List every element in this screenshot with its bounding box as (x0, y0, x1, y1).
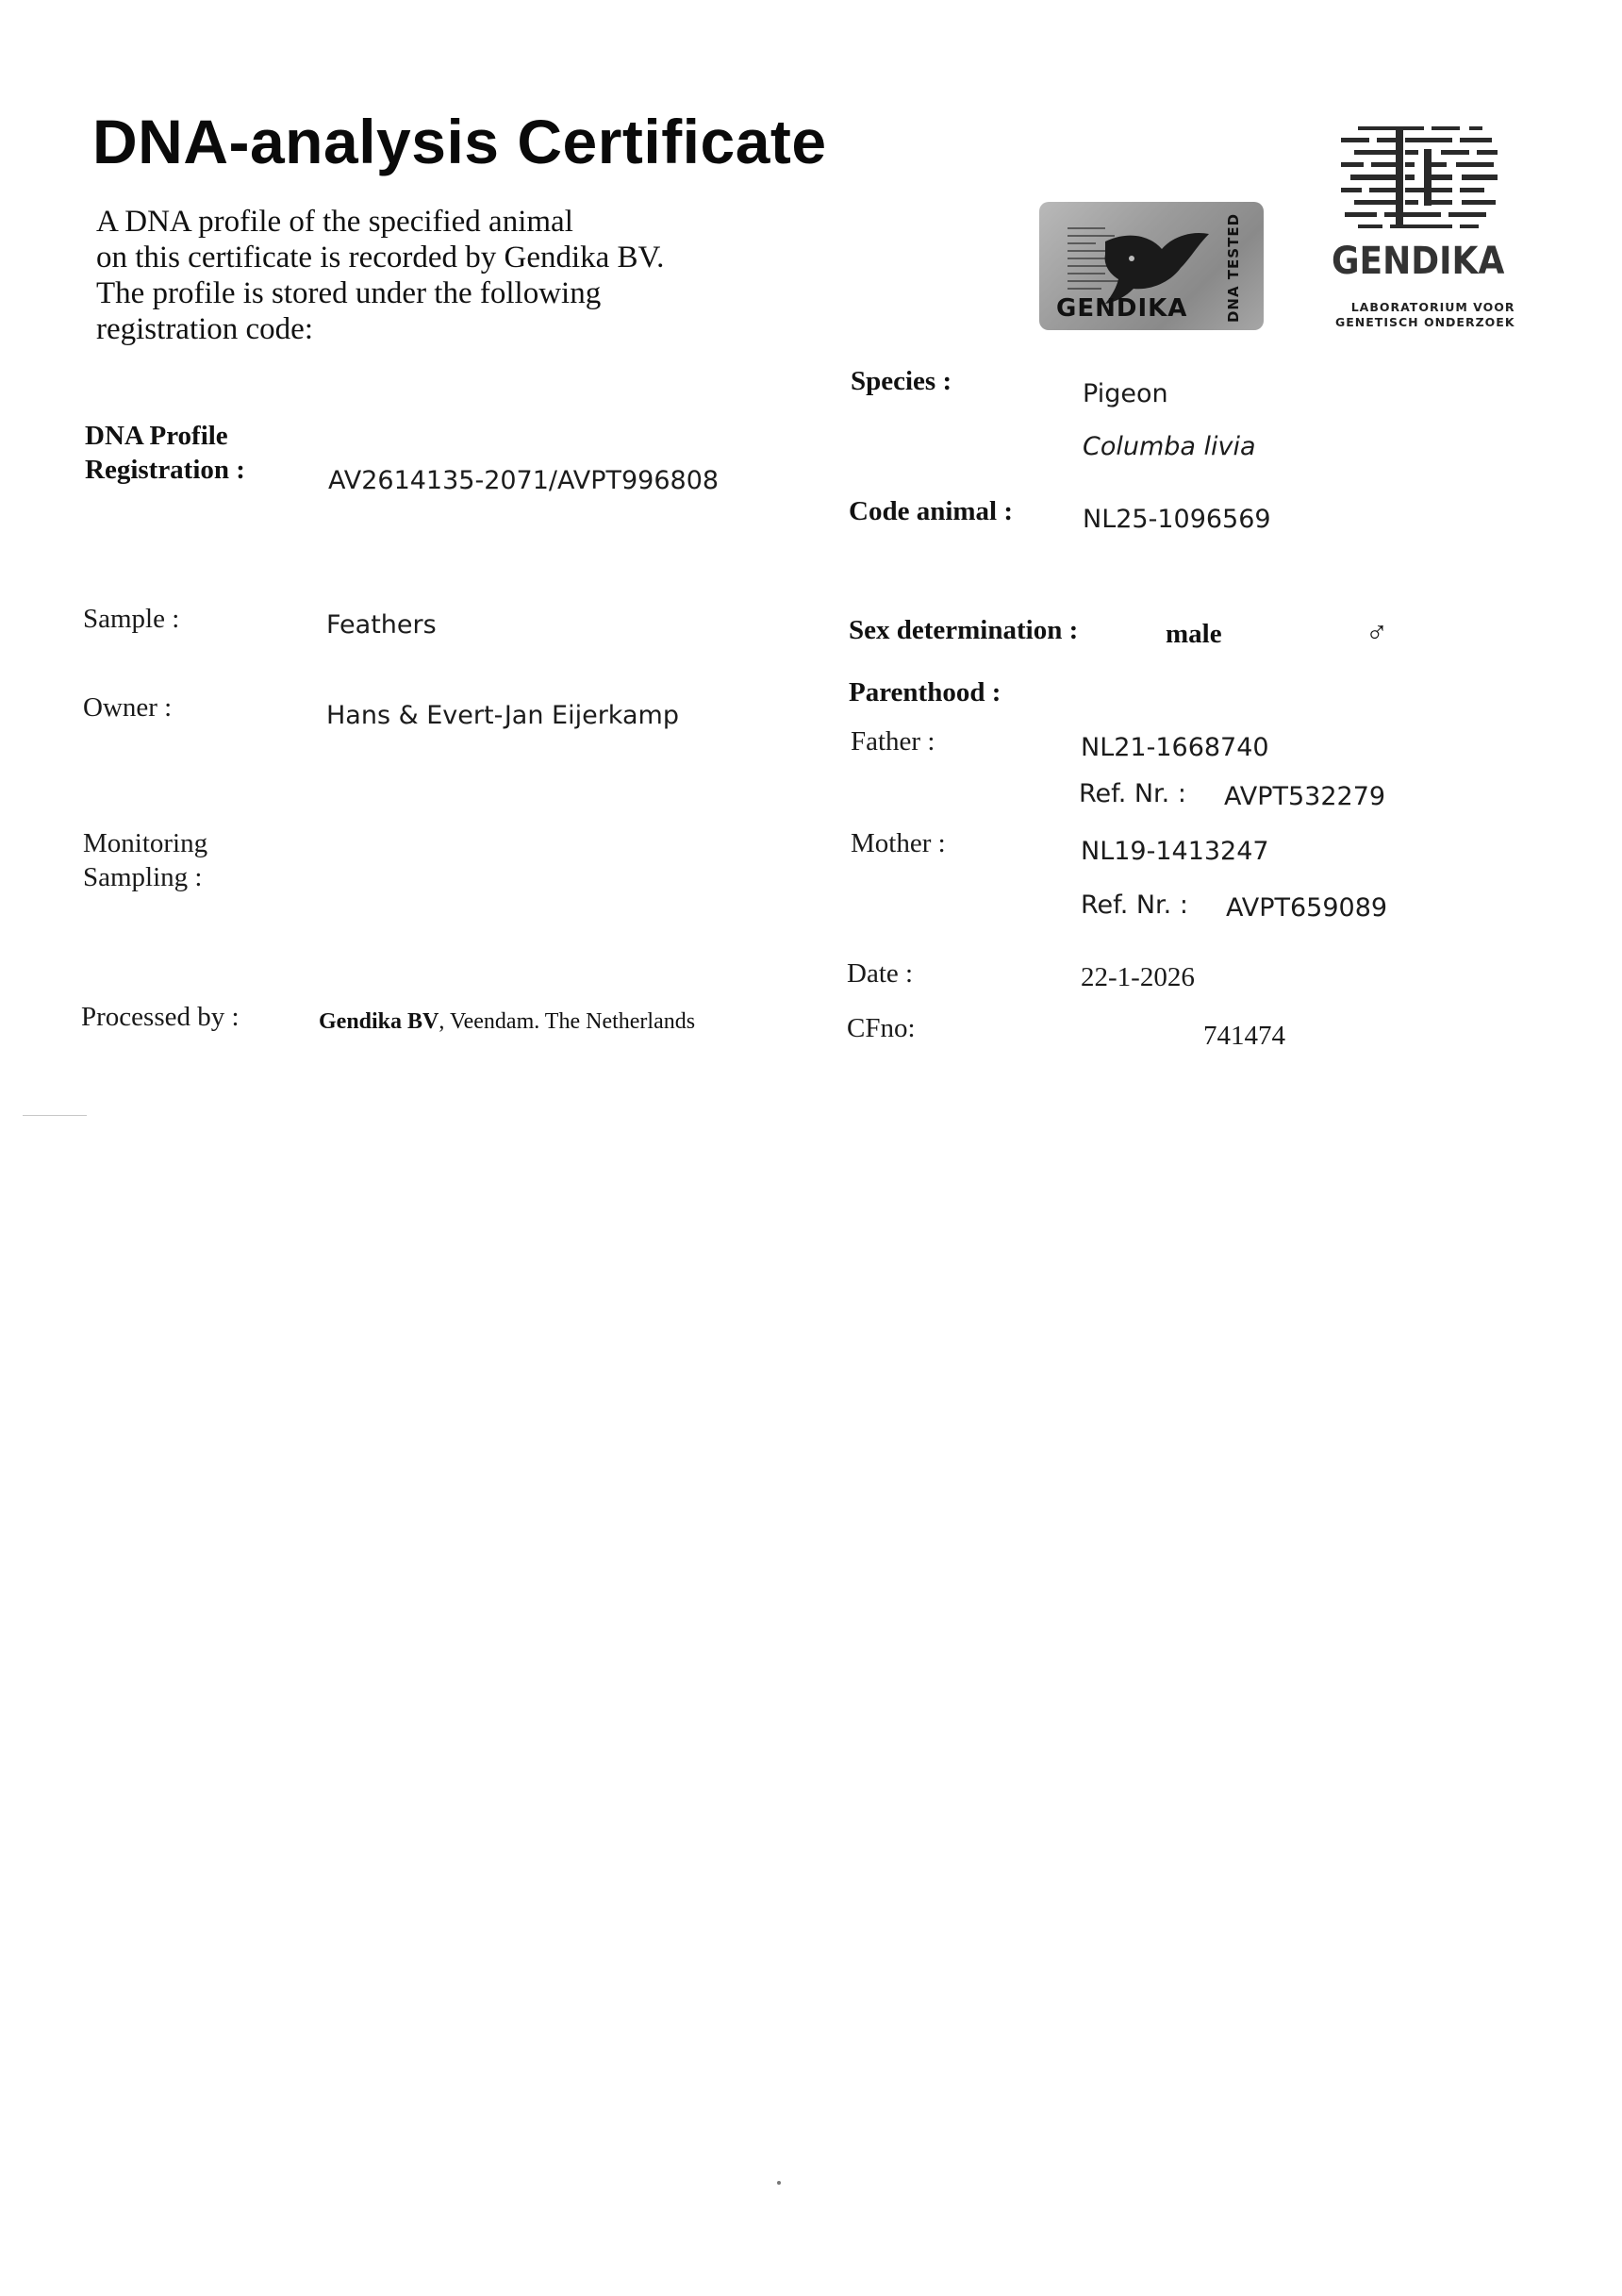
species-label: Species : (851, 366, 952, 396)
dna-bars-icon (1337, 123, 1502, 234)
logo-sub-line: GENETISCH ONDERZOEK (1335, 315, 1515, 329)
father-ref-label: Ref. Nr. : (1079, 779, 1186, 808)
sample-label: Sample : (83, 604, 180, 634)
male-symbol-icon: ♂ (1365, 615, 1388, 649)
registration-label-2: Registration : (85, 455, 245, 485)
mother-value: NL19-1413247 (1081, 837, 1269, 866)
processed-company: Gendika BV (319, 1009, 439, 1034)
intro-line: A DNA profile of the specified animal (96, 205, 573, 239)
gendika-logo-name: GENDIKA (1332, 240, 1505, 283)
owner-label: Owner : (83, 692, 173, 723)
father-label: Father : (851, 726, 935, 757)
gendika-logo-mark (1337, 123, 1502, 234)
dna-tested-seal (1039, 202, 1264, 330)
father-ref-value: AVPT532279 (1224, 782, 1386, 811)
seal-badge: DNA TESTED (1225, 212, 1242, 324)
species-common: Pigeon (1083, 379, 1168, 408)
registration-label-1: DNA Profile (85, 421, 228, 451)
parenthood-label: Parenthood : (849, 677, 1001, 707)
processed-label: Processed by : (81, 1002, 240, 1032)
father-value: NL21-1668740 (1081, 733, 1269, 762)
scan-artifact (23, 1115, 87, 1116)
mother-ref-value: AVPT659089 (1226, 893, 1388, 923)
registration-value: AV2614135-2071/AVPT996808 (328, 466, 720, 495)
intro-text (96, 204, 664, 347)
intro-line: on this certificate is recorded by Gendika BV. (96, 241, 665, 275)
gendika-logo-subtitle (1335, 300, 1515, 330)
processed-value (319, 1009, 695, 1035)
intro-line: The profile is stored under the following (96, 276, 602, 310)
certificate-title: DNA-analysis Certificate (92, 107, 827, 176)
sex-value: male (1166, 619, 1222, 649)
mother-ref-label: Ref. Nr. : (1081, 890, 1188, 920)
date-value: 22-1-2026 (1081, 962, 1195, 992)
owner-value: Hans & Evert-Jan Eijerkamp (326, 701, 679, 730)
date-label: Date : (847, 958, 914, 989)
intro-line: registration code: (96, 312, 314, 346)
monitoring-label-2: Sampling : (83, 862, 203, 892)
code-animal-label: Code animal : (849, 496, 1013, 526)
sex-determination-label: Sex determination : (849, 615, 1079, 645)
mother-label: Mother : (851, 828, 946, 858)
seal-brand: GENDIKA (1056, 294, 1188, 323)
cfno-label: CFno: (847, 1013, 916, 1043)
code-animal-value: NL25-1096569 (1083, 505, 1271, 534)
processed-location: , Veendam. The Netherlands (439, 1009, 696, 1034)
sample-value: Feathers (326, 610, 437, 640)
monitoring-label-1: Monitoring (83, 828, 208, 858)
species-latin: Columba livia (1083, 432, 1256, 461)
logo-sub-line: LABORATORIUM VOOR (1350, 300, 1515, 314)
cfno-value: 741474 (1203, 1021, 1285, 1051)
scan-artifact (777, 2181, 781, 2185)
